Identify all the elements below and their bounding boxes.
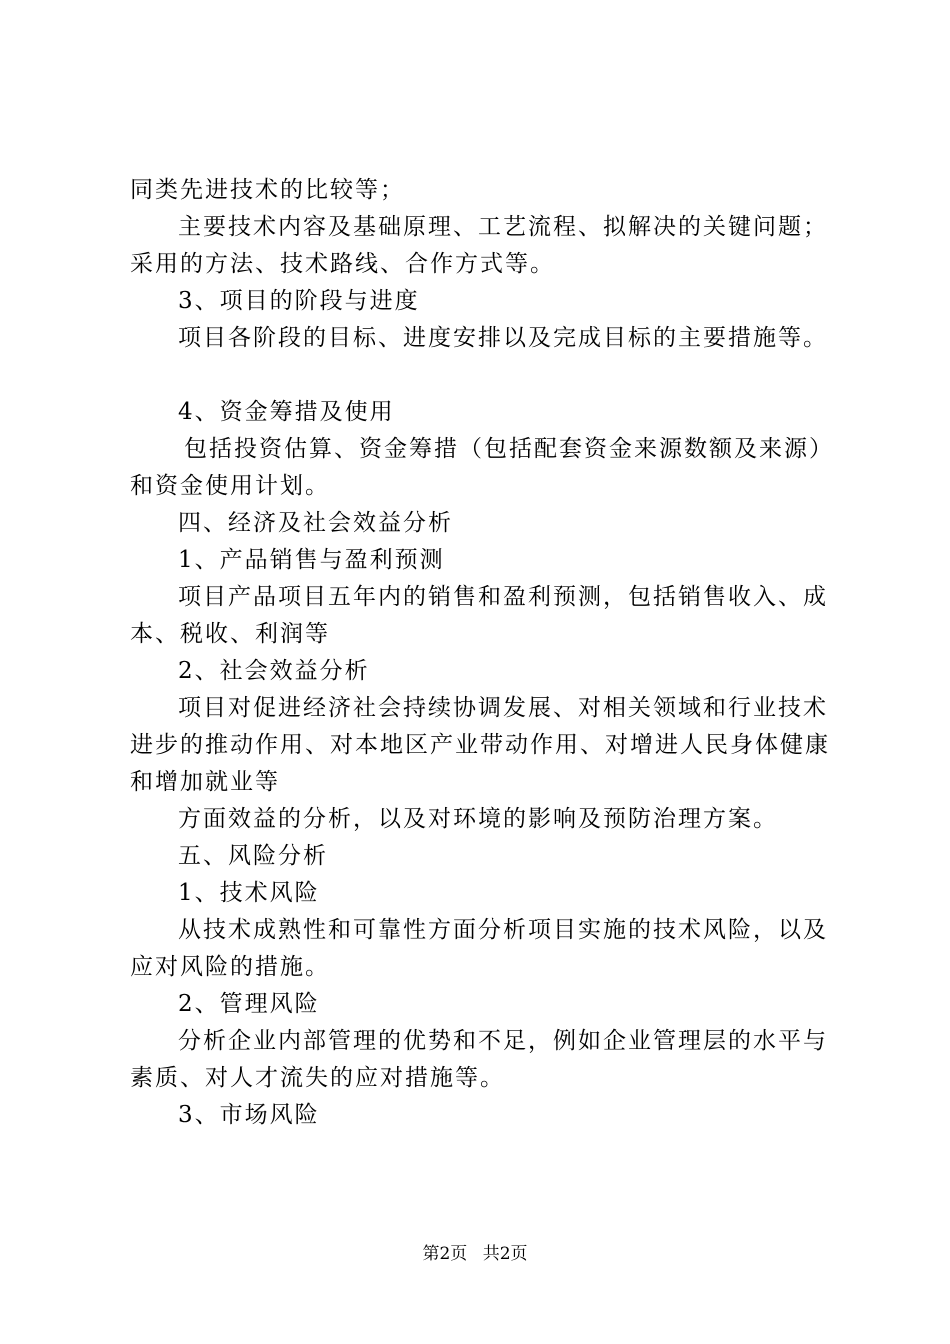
heading-tech-risk: 1、技术风险	[178, 880, 320, 906]
paragraph-tech-content: 主要技术内容及基础原理、工艺流程、拟解决的关键问题；采用的方法、技术路线、合作方式等。	[130, 214, 828, 277]
heading-economic-social-benefit: 四、经济及社会效益分析	[178, 510, 453, 536]
heading-risk-analysis: 五、风险分析	[178, 843, 328, 869]
heading-funding: 4、资金筹措及使用	[178, 399, 395, 425]
paragraph-funding: 包括投资估算、资金筹措（包括配套资金来源数额及来源）和资金使用计划。	[130, 436, 834, 499]
paragraph-management-risk: 分析企业内部管理的优势和不足，例如企业管理层的水平与素质、对人才流失的应对措施等。	[130, 1028, 828, 1091]
paragraph-continuation: 同类先进技术的比较等；	[130, 177, 405, 203]
paragraph-social-benefit: 项目对促进经济社会持续协调发展、对相关领域和行业技术进步的推动作用、对本地区产业带动作用、对增进人民身体健康和增加就业等	[130, 695, 830, 795]
paragraph-project-stages: 项目各阶段的目标、进度安排以及完成目标的主要措施等。	[178, 325, 828, 351]
blank-line	[130, 357, 840, 394]
document-body	[130, 172, 840, 1134]
page-number-current: 第2页	[422, 1244, 468, 1264]
heading-project-stages: 3、项目的阶段与进度	[178, 288, 420, 314]
page-number-total: 共2页	[482, 1244, 528, 1264]
heading-social-benefit: 2、社会效益分析	[178, 658, 370, 684]
heading-sales-forecast: 1、产品销售与盈利预测	[178, 547, 445, 573]
page-footer	[0, 1243, 950, 1265]
heading-market-risk: 3、市场风险	[178, 1102, 320, 1128]
paragraph-sales-forecast: 项目产品项目五年内的销售和盈利预测，包括销售收入、成本、税收、利润等	[130, 584, 828, 647]
paragraph-social-benefit-cont: 方面效益的分析，以及对环境的影响及预防治理方案。	[178, 806, 778, 832]
heading-management-risk: 2、管理风险	[178, 991, 320, 1017]
paragraph-tech-risk: 从技术成熟性和可靠性方面分析项目实施的技术风险，以及应对风险的措施。	[130, 917, 828, 980]
